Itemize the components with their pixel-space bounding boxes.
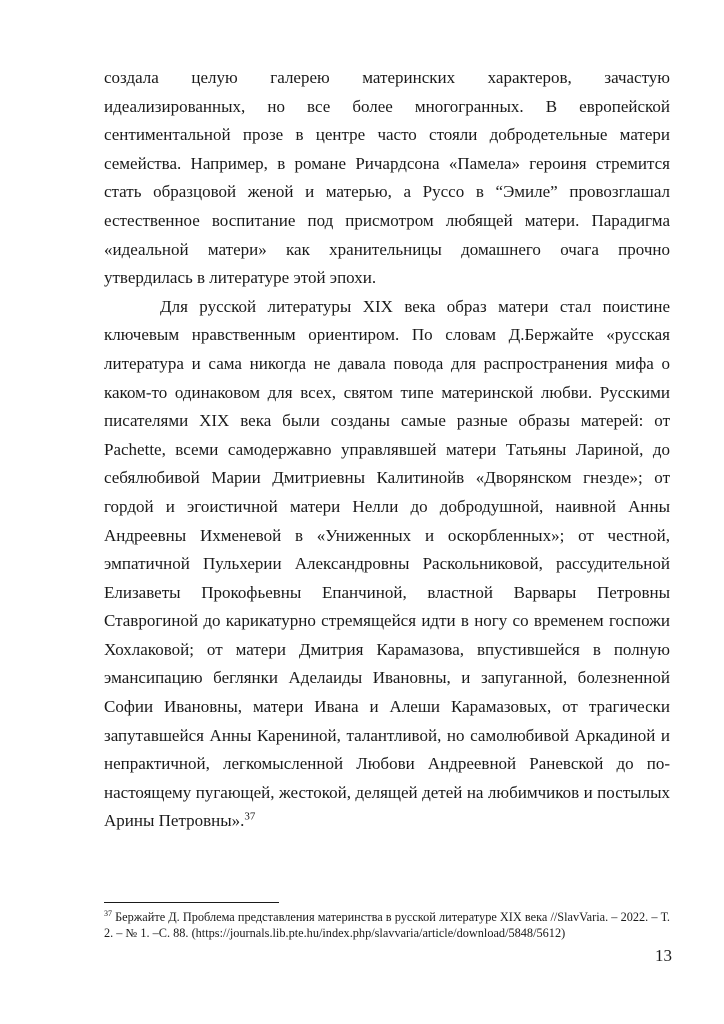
page-number: 13 — [655, 946, 672, 965]
paragraph-russian-literature — [104, 293, 670, 836]
footnote-reference[interactable]: 37 — [244, 810, 256, 823]
footnote — [104, 910, 670, 941]
paragraph-1-text: создала целую галерею материнских характеров, зачастую идеализированных, но все более многогранных. В европейской сентиментальной прозе в центре часто стояли добродетельные матери семейства. Например, в романе Ричардсона «Памела» героиня стремится стать образцовой женой и матерью, а Руссо в “Эмиле” провозглашал естественное воспитание под присмотром любящей матери. Парадигма «идеальной матери» как хранительницы домашнего очага прочно утвердилась в литературе этой эпохи. — [104, 68, 670, 288]
footnote-text: Бержайте Д. Проблема представления материнства в русской литературе XIX века //SlavVaria. – 2022. – Т. 2. – № 1. –С. 88. (https://journals.lib.pte.hu/index.php/slavvaria/article/download/5848/5612) — [104, 910, 670, 940]
paragraph-2-text: Для русской литературы XIX века образ матери стал поистине ключевым нравственным ориентиром. По словам Д.Бержайте «русская литература и сама никогда не давала повода для распространения мифа о каком-то одинаковом для всех, святом типе материнской любви. Русскими писателями XIX века были созданы самые разные образы матерей: от Pachette, всеми самодержавно управлявшей матери Татьяны Лариной, до себялюбивой Марии Дмитриевны Калитинойв «Дворянском гнезде»; от гордой и эгоистичной матери Нелли до добродушной, наивной Анны Андреевны Ихменевой в «Униженных и оскорбленных»; от честной, эмпатичной Пульхерии Александровны Раскольниковой, рассудительной Елизаветы Прокофьевны Епанчиной, властной Варвары Петровны Ставрогиной до карикатурно стремящейся идти в ногу со временем госпожи Хохлаковой; от матери Дмитрия Карамазова, впустившейся в полную эмансипацию беглянки Аделаиды Ивановны, и запуганной, болезненной Софии Ивановны, матери Ивана и Алеши Карамазовых, от трагически запутавшейся Анны Карениной, талантливой, но самолюбивой Аркадиной и непрактичной, легкомысленной Любови Андреевной Раневской до по-настоящему пугающей, жестокой, делящей детей на любимчиков и постылых Арины Петровны». — [104, 296, 670, 831]
paragraph-continuation — [104, 64, 670, 293]
main-text — [104, 64, 670, 836]
footnote-number: 37 — [104, 908, 112, 918]
footnote-separator — [104, 902, 279, 903]
